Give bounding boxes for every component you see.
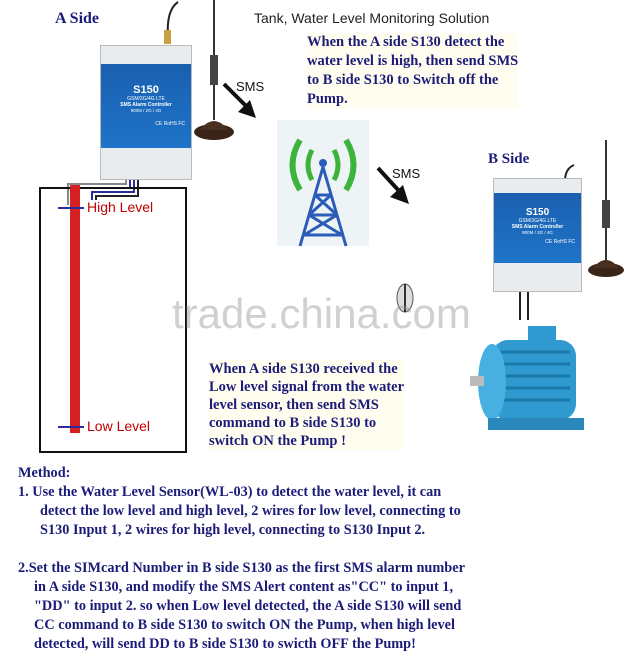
note-line: Pump. [307, 91, 348, 107]
device-model: S150 [133, 84, 159, 96]
note-line: water level is high, then send SMS [307, 53, 519, 69]
high-level-label: High Level [87, 199, 154, 215]
device-line3: 900M / 2G / 4G [522, 230, 553, 235]
method-line: 2.Set the SIMcard Number in B side S130 as the first SMS alarm number [18, 560, 465, 576]
device-line2: SMS Alarm Controller [120, 102, 172, 108]
s150-device-b [493, 178, 582, 292]
device-certs: CE RoHS FC [545, 239, 575, 245]
method-line: detect the low level and high level, 2 wires for low level, connecting to [40, 503, 461, 519]
method-line: detected, will send DD to B side S130 to swicth OFF the Pump! [34, 636, 416, 652]
method-line: 1. Use the Water Level Sensor(WL-03) to detect the water level, it can [18, 484, 442, 500]
watermark: trade.china.com [172, 290, 471, 337]
low-level-note [209, 360, 404, 450]
device-model: S150 [525, 207, 550, 218]
note-line: to B side S130 to Switch off the [307, 72, 499, 88]
note-line: command to B side S130 to [209, 415, 377, 431]
method-line: CC command to B side S130 to switch ON the Pump, when high level [34, 617, 455, 633]
high-level-note [307, 33, 518, 109]
note-line: level sensor, then send SMS [209, 397, 379, 413]
sms-label-b: SMS [392, 166, 421, 181]
note-line: When A side S130 received the [209, 361, 398, 377]
device-line2: SMS Alarm Controller [511, 224, 564, 230]
method-line: S130 Input 1, 2 wires for high level, connecting to S130 Input 2. [40, 522, 426, 538]
device-line1: GSM/3G/4G LTE [518, 218, 557, 224]
method-line: "DD" to input 2. so when Low level detected, the A side S130 will send [34, 598, 462, 614]
method-line: in A side S130, and modify the SMS Alert content as"CC" to input 1, [34, 579, 454, 595]
low-level-label: Low Level [87, 418, 151, 434]
level-sensor-rod [70, 185, 80, 433]
s150-device-a [100, 45, 192, 180]
note-line: When the A side S130 detect the [307, 34, 505, 50]
method-heading: Method: [18, 465, 71, 481]
device-certs: CE RoHS FC [155, 121, 185, 127]
b-side-label: B Side [488, 151, 530, 167]
note-line: Low level signal from the water [209, 379, 405, 395]
method-section [18, 464, 465, 654]
a-side-label: A Side [55, 10, 100, 27]
tank-outline [40, 188, 186, 452]
note-line: switch ON the Pump ! [209, 433, 346, 449]
cell-tower-icon [277, 120, 369, 246]
pump-motor-icon [470, 326, 584, 430]
sms-label-a: SMS [236, 79, 265, 94]
device-line1: GSM/3G/4G LTE [127, 96, 165, 102]
diagram-title: Tank, Water Level Monitoring Solution [254, 10, 490, 26]
device-line3: 900M / 2G / 4G [130, 108, 162, 113]
